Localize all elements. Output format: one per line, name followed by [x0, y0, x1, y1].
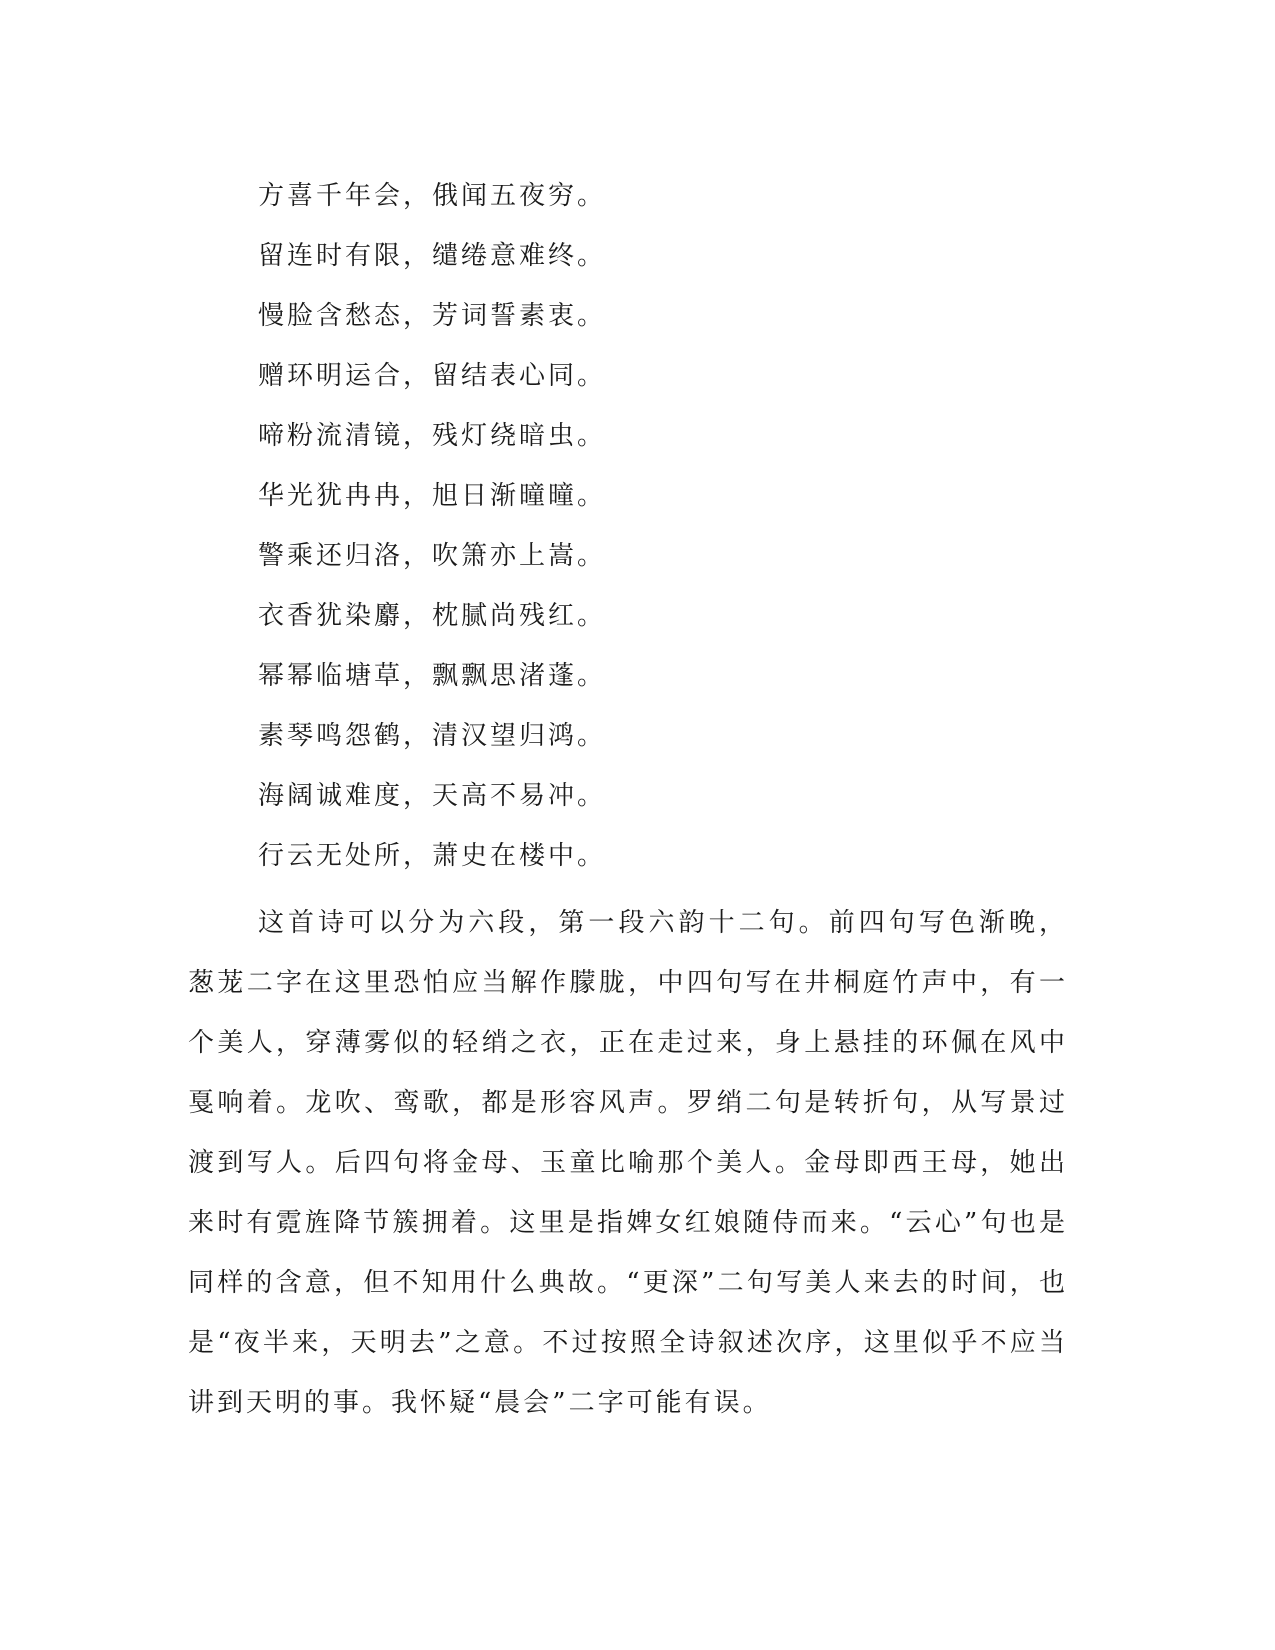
- poem-line: 衣香犹染麝，枕腻尚残红。: [258, 601, 607, 631]
- poem-line: 留连时有限，缱绻意难终。: [258, 241, 607, 271]
- poem-line: 慢脸含愁态，芳词誓素衷。: [258, 301, 607, 331]
- poem-line: 海阔诚难度，天高不易冲。: [258, 781, 607, 811]
- poem-line: 行云无处所，萧史在楼中。: [258, 841, 607, 871]
- poem-line: 幂幂临塘草，飘飘思渚蓬。: [258, 661, 607, 691]
- poem-line: 警乘还归洛，吹箫亦上嵩。: [258, 541, 607, 571]
- poem-line: 赠环明运合，留结表心同。: [258, 361, 607, 391]
- poem-line: 方喜千年会，俄闻五夜穷。: [258, 181, 607, 211]
- poem-block: [258, 166, 606, 886]
- poem-line: 啼粉流清镜，残灯绕暗虫。: [258, 421, 607, 451]
- poem-line: 华光犹冉冉，旭日渐曈曈。: [258, 481, 607, 511]
- poem-line: 素琴鸣怨鹤，清汉望归鸿。: [258, 721, 607, 751]
- commentary-paragraph: 这首诗可以分为六段，第一段六韵十二句。前四句写色渐晚，葱茏二字在这里恐怕应当解作朦胧，中四句写在井桐庭竹声中，有一个美人，穿薄雾似的轻绡之衣，正在走过来，身上悬挂的环佩在风中戛响着。龙吹、鸾歌，都是形容风声。罗绡二句是转折句，从写景过渡到写人。后四句将金母、玉童比喻那个美人。金母即西王母，她出来时有霓旌降节簇拥着。这里是指婢女红娘随侍而来。“云心”句也是同样的含意，但不知用什么典故。“更深”二句写美人来去的时间，也是“夜半来，天明去”之意。不过按照全诗叙述次序，这里似乎不应当讲到天明的事。我怀疑“晨会”二字可能有误。: [188, 908, 1068, 1418]
